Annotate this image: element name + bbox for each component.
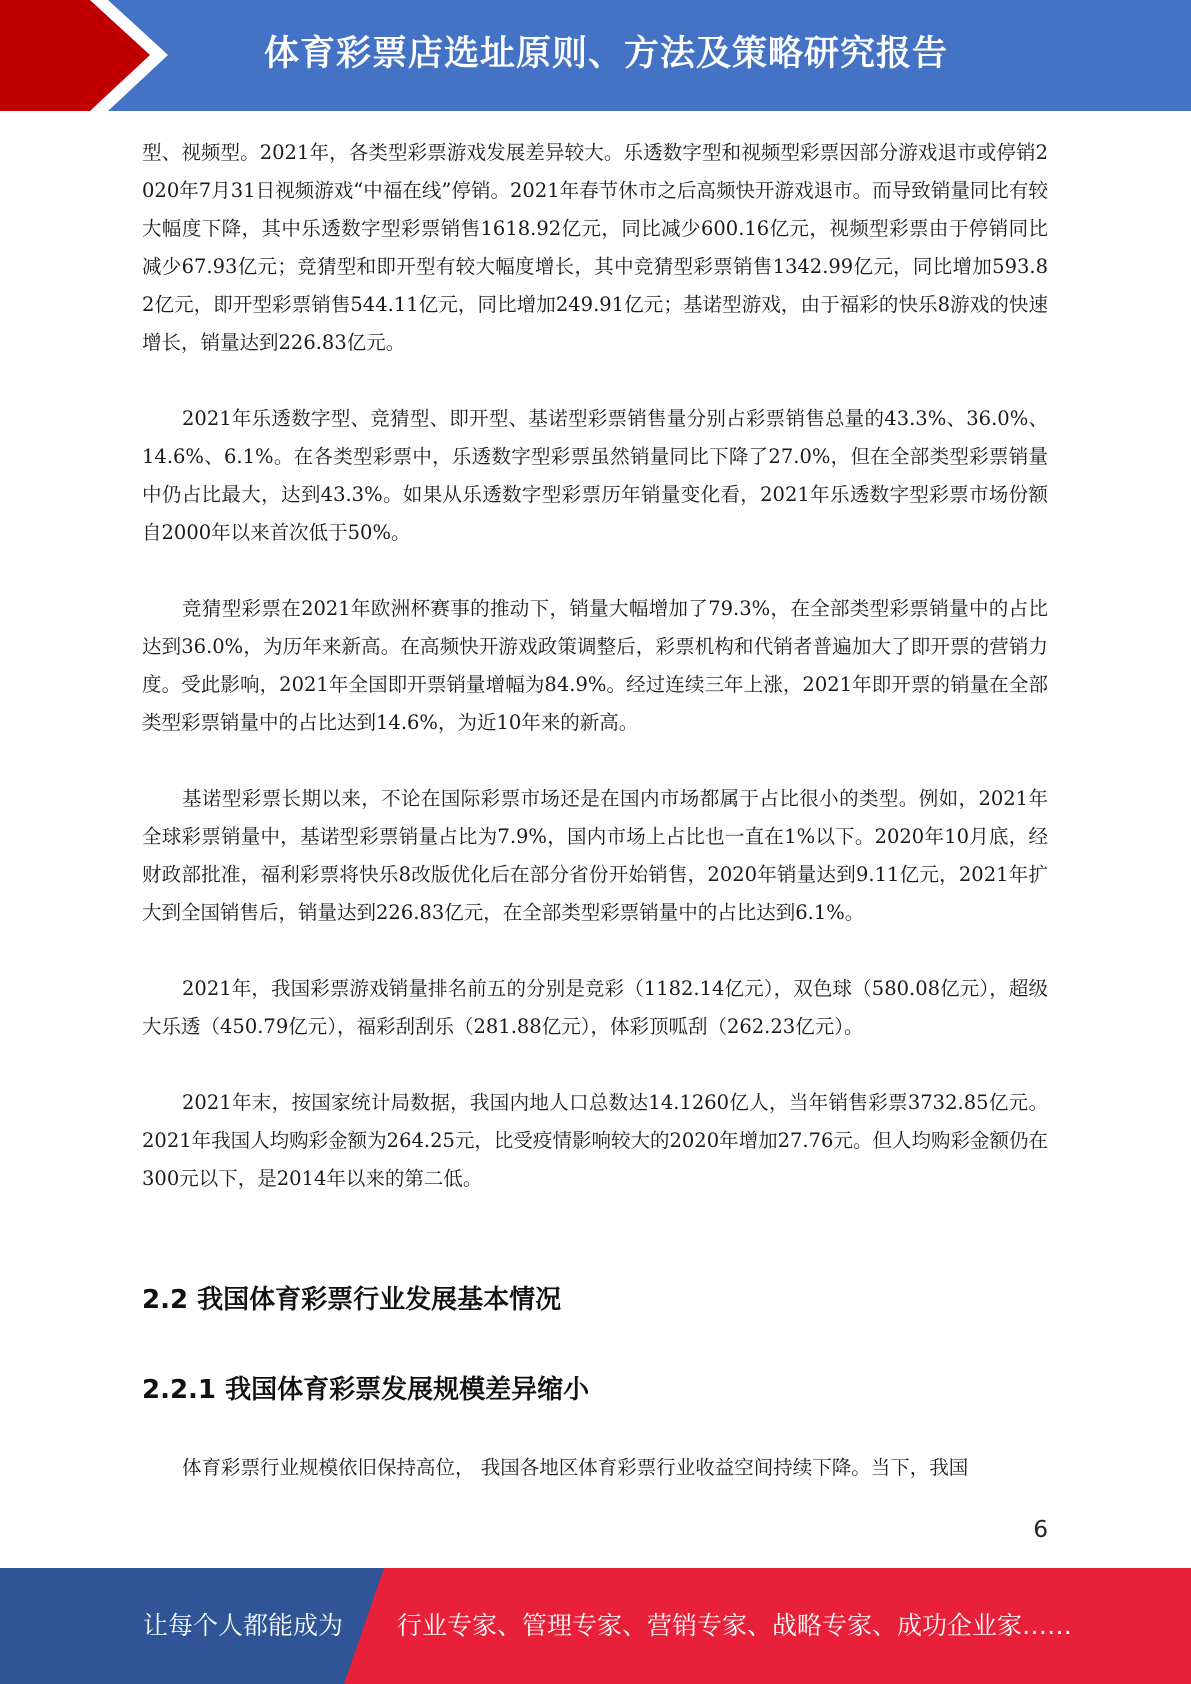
- section-heading: 2.2 我国体育彩票行业发展基本情况: [142, 1285, 562, 1315]
- paragraph-3: 竞猜型彩票在2021年欧洲杯赛事的推动下，销量大幅增加了79.3%，在全部类型彩票销量中的占比达到36.0%，为历年来新高。在高频快开游戏政策调整后，彩票机构和代销者普遍加大了即开票的营销力度。受此影响，2021年全国即开票销量增幅为84.9%。经过连续三年上涨，2021年即开票的销量在全部类型彩票销量中的占比达到14.6%，为近10年来的新高。: [142, 597, 1048, 734]
- footer-slogan-left: 让每个人都能成为: [143, 1611, 344, 1640]
- paragraph-4: 基诺型彩票长期以来，不论在国际彩票市场还是在国内市场都属于占比很小的类型。例如，2021年全球彩票销量中，基诺型彩票销量占比为7.9%，国内市场上占比也一直在1%以下。2020年10月底，经财政部批准，福利彩票将快乐8改版优化后在部分省份开始销售，2020年销量达到9.11亿元，2021年扩大到全国销售后，销量达到226.83亿元，在全部类型彩票销量中的占比达到6.1%。: [142, 787, 1048, 924]
- paragraph-7: 体育彩票行业规模依旧保持高位， 我国各地区体育彩票行业收益空间持续下降。当下，我国: [182, 1456, 969, 1479]
- paragraph-6: 2021年末，按国家统计局数据，我国内地人口总数达14.1260亿人，当年销售彩票3732.85亿元。2021年我国人均购彩金额为264.25元，比受疫情影响较大的2020年增加27.76元。但人均购彩金额仍在300元以下，是2014年以来的第二低。: [142, 1091, 1048, 1190]
- paragraph-2: 2021年乐透数字型、竞猜型、即开型、基诺型彩票销售量分别占彩票销售总量的43.3%、36.0%、14.6%、6.1%。在各类型彩票中，乐透数字型彩票虽然销量同比下降了27.0%，但在全部类型彩票销量中仍占比最大，达到43.3%。如果从乐透数字型彩票历年销量变化看，2021年乐透数字型彩票市场份额自2000年以来首次低于50%。: [142, 407, 1048, 544]
- paragraph-5: 2021年，我国彩票游戏销量排名前五的分别是竞彩（1182.14亿元），双色球（580.08亿元），超级大乐透（450.79亿元），福彩刮刮乐（281.88亿元），体彩顶呱刮（262.23亿元）。: [142, 977, 1048, 1038]
- subsection-heading: 2.2.1 我国体育彩票发展规模差异缩小: [142, 1375, 590, 1405]
- paragraph-1: 型、视频型。2021年，各类型彩票游戏发展差异较大。乐透数字型和视频型彩票因部分游戏退市或停销2020年7月31日视频游戏“中福在线”停销。2021年春节休市之后高频快开游戏退市。而导致销量同比有较大幅度下降，其中乐透数字型彩票销售1618.92亿元，同比减少600.16亿元，视频型彩票由于停销同比减少67.93亿元；竞猜型和即开型有较大幅度增长，其中竞猜型彩票销售1342.99亿元，同比增加593.82亿元，即开型彩票销售544.11亿元，同比增加249.91亿元；基诺型游戏，由于福彩的快乐8游戏的快速增长，销量达到226.83亿元。: [142, 141, 1048, 354]
- page-header: [0, 0, 1191, 111]
- page-footer: [0, 1568, 1191, 1684]
- page-number: 6: [1033, 1517, 1048, 1543]
- body-content: [142, 134, 1048, 1236]
- header-title: 体育彩票店选址原则、方法及策略研究报告: [264, 34, 949, 74]
- footer-slogan-right: 行业专家、管理专家、营销专家、战略专家、成功企业家……: [397, 1611, 1073, 1640]
